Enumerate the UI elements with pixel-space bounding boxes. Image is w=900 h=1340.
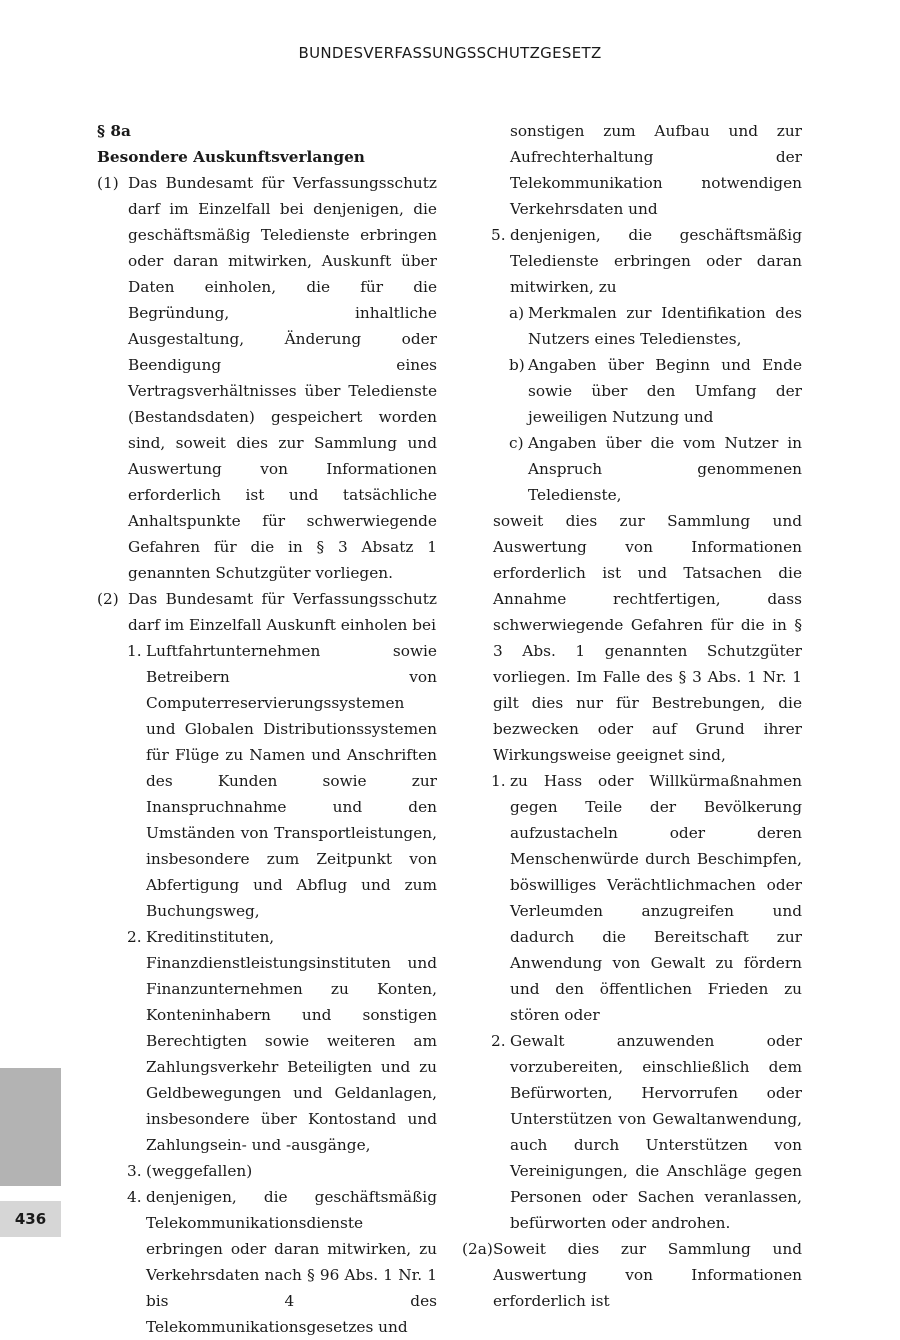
list-item-number: 1. bbox=[127, 642, 142, 660]
paragraph-number: (1) bbox=[97, 174, 119, 192]
sub-list-item-text: Merkmalen zur Identifikation des Nutzers eines Teledienstes, bbox=[528, 304, 802, 348]
list-item-number: 3. bbox=[127, 1162, 142, 1180]
sub-list-item bbox=[462, 430, 802, 508]
list-item-number: 2. bbox=[491, 1032, 506, 1050]
section-number: § 8a bbox=[97, 122, 131, 140]
paragraph-number: (2a) bbox=[462, 1240, 493, 1258]
paragraph-1 bbox=[97, 170, 437, 586]
list-item-text: denjenigen, die geschäftsmäßig Teledienste erbringen oder daran mitwirken, zu bbox=[510, 226, 802, 296]
sub-list-item-letter: c) bbox=[509, 434, 524, 452]
paragraph-number: (2) bbox=[97, 590, 119, 608]
list-item bbox=[97, 924, 437, 1158]
page-number: 436 bbox=[0, 1201, 61, 1237]
list-item bbox=[97, 638, 437, 924]
paragraph-text: Soweit dies zur Sammlung und Auswertung von Informationen erforderlich ist bbox=[493, 1240, 802, 1310]
sub-list-item-letter: a) bbox=[509, 304, 525, 322]
running-header: BUNDESVERFASSUNGSSCHUTZGESETZ bbox=[298, 44, 602, 62]
list-item-text: (weggefallen) bbox=[146, 1162, 253, 1180]
paragraph-text: Das Bundesamt für Verfassungsschutz darf im Einzelfall Auskunft einholen bei bbox=[128, 590, 437, 634]
list-item-text: Luftfahrtunternehmen sowie Betreibern von Computerreservierungssystemen und Globalen Distributionssystemen für Flüge zu Namen und Anschriften des Kunden sowie zur Inanspruchnahme und den Umständen von Transportleistungen, insbesondere zum Zeitpunkt von Abfertigung und Abflug und zum Buchungsweg, bbox=[146, 642, 437, 920]
right-column bbox=[462, 118, 802, 1314]
list-item-continuation: sonstigen zum Aufbau und zur Aufrechterhaltung der Telekommunikation notwendigen Verkehrsdaten und bbox=[510, 122, 802, 218]
list-item bbox=[462, 1028, 802, 1236]
section-title: Besondere Auskunftsverlangen bbox=[97, 148, 365, 166]
paragraph-text: Das Bundesamt für Verfassungsschutz darf im Einzelfall bei denjenigen, die geschäftsmäßig Teledienste erbringen oder daran mitwirken, Auskunft über Daten einholen, die für die Begründung, inhaltliche Ausgestaltung, Änderung oder Beendigung eines Vertragsverhältnisses über Teledienste (Bestandsdaten) gespeichert worden sind, soweit dies zur Sammlung und Auswertung von Informationen erforderlich ist und tatsächliche Anhaltspunkte für schwerwiegende Gefahren für die in § 3 Absatz 1 genannten Schutzgüter vorliegen. bbox=[128, 174, 437, 582]
list-item-text: Gewalt anzuwenden oder vorzubereiten, einschließlich dem Befürworten, Hervorrufen oder Unterstützen von Gewaltanwendung, auch durch Unterstützen von Vereinigungen, die Anschläge gegen Personen oder Sachen veranlassen, befürworten oder androhen. bbox=[510, 1032, 802, 1232]
list-item bbox=[462, 222, 802, 300]
list-item bbox=[97, 1158, 437, 1184]
thumb-index-tab bbox=[0, 1068, 61, 1186]
sub-list-item bbox=[462, 300, 802, 352]
paragraph-2a bbox=[462, 1236, 802, 1314]
list-item bbox=[97, 1184, 437, 1340]
left-column bbox=[97, 118, 437, 1340]
list-item-text: Kreditinstituten, Finanzdienstleistungsinstituten und Finanzunternehmen zu Konten, Konteninhabern und sonstigen Berechtigten sowie weiteren am Zahlungsverkehr Beteiligten und zu Geldbewegungen und Geldanlagen, insbesondere über Kontostand und Zahlungsein- und -ausgänge, bbox=[146, 928, 437, 1154]
paragraph-continuation: soweit dies zur Sammlung und Auswertung von Informationen erforderlich ist und Tatsachen die Annahme rechtfertigen, dass schwerwiegende Gefahren für die in § 3 Abs. 1 genannten Schutzgüter vorliegen. Im Falle des § 3 Abs. 1 Nr. 1 gilt dies nur für Bestrebungen, die bezwecken oder auf Grund ihrer Wirkungsweise geeignet sind, bbox=[493, 512, 802, 764]
sub-list-item-text: Angaben über Beginn und Ende sowie über den Umfang der jeweiligen Nutzung und bbox=[528, 356, 802, 426]
paragraph-2 bbox=[97, 586, 437, 638]
list-item-text: denjenigen, die geschäftsmäßig Telekommunikationsdienste erbringen oder daran mitwirken, zu Verkehrsdaten nach § 96 Abs. 1 Nr. 1 bis 4 des Telekommunikationsgesetzes und bbox=[146, 1188, 437, 1336]
list-item-text: zu Hass oder Willkürmaßnahmen gegen Teile der Bevölkerung aufzustacheln oder deren Menschenwürde durch Beschimpfen, böswilliges Verächtlichmachen oder Verleumden anzugreifen und dadurch die Bereitschaft zur Anwendung von Gewalt zu fördern und den öffentlichen Frieden zu stören oder bbox=[510, 772, 802, 1024]
sub-list-item-text: Angaben über die vom Nutzer in Anspruch genommenen Teledienste, bbox=[528, 434, 802, 504]
sub-list-item-letter: b) bbox=[509, 356, 525, 374]
list-item-number: 4. bbox=[127, 1188, 142, 1206]
list-item bbox=[462, 768, 802, 1028]
sub-list-item bbox=[462, 352, 802, 430]
list-item-number: 5. bbox=[491, 226, 506, 244]
list-item-number: 1. bbox=[491, 772, 506, 790]
list-item-number: 2. bbox=[127, 928, 142, 946]
